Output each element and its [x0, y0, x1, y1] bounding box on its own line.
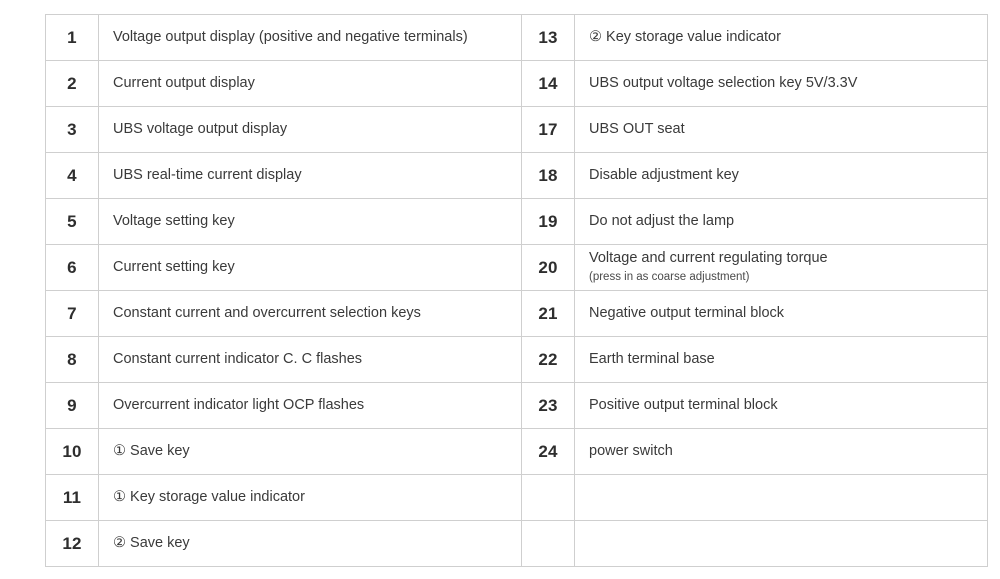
left-item-description: Overcurrent indicator light OCP flashes [99, 383, 522, 429]
table-row [46, 475, 988, 521]
left-item-description: Current setting key [99, 245, 522, 291]
right-item-description [575, 245, 988, 291]
table-row [46, 429, 988, 475]
right-item-description [575, 475, 988, 521]
right-item-number [522, 521, 575, 567]
left-item-description: Voltage setting key [99, 199, 522, 245]
right-item-description-main: Do not adjust the lamp [589, 212, 735, 229]
right-item-description [575, 429, 988, 475]
right-item-description [575, 521, 988, 567]
left-item-description: Current output display [99, 61, 522, 107]
right-item-description-main: Negative output terminal block [589, 304, 785, 321]
left-item-description: ① Key storage value indicator [99, 475, 522, 521]
left-item-number: 7 [46, 291, 99, 337]
table-row [46, 245, 988, 291]
table-row [46, 107, 988, 153]
table-row [46, 383, 988, 429]
left-item-description: ① Save key [99, 429, 522, 475]
right-item-description-main: UBS OUT seat [589, 120, 685, 137]
left-item-number: 11 [46, 475, 99, 521]
right-item-description-main: Positive output terminal block [589, 396, 778, 413]
component-legend-table [45, 14, 988, 567]
left-item-description: ② Save key [99, 521, 522, 567]
right-item-description-main: Disable adjustment key [589, 166, 739, 183]
left-item-number: 12 [46, 521, 99, 567]
left-item-number: 6 [46, 245, 99, 291]
right-item-description-main: ② Key storage value indicator [589, 28, 781, 45]
right-item-description [575, 61, 988, 107]
left-item-description: UBS real-time current display [99, 153, 522, 199]
right-item-number: 23 [522, 383, 575, 429]
right-item-number: 20 [522, 245, 575, 291]
table-row [46, 153, 988, 199]
right-item-description [575, 291, 988, 337]
right-item-description-main: UBS output voltage selection key 5V/3.3V [589, 74, 858, 91]
right-item-description-main: Voltage and current regulating torque [589, 250, 828, 267]
right-item-number [522, 475, 575, 521]
left-item-number: 4 [46, 153, 99, 199]
right-item-number: 21 [522, 291, 575, 337]
left-item-number: 3 [46, 107, 99, 153]
right-item-description [575, 337, 988, 383]
left-item-description: Constant current indicator C. C flashes [99, 337, 522, 383]
left-item-number: 2 [46, 61, 99, 107]
table-row [46, 199, 988, 245]
right-item-number: 18 [522, 153, 575, 199]
right-item-description [575, 107, 988, 153]
right-item-number: 14 [522, 61, 575, 107]
right-item-number: 22 [522, 337, 575, 383]
right-item-description-sub: (press in as coarse adjustment) [589, 271, 750, 284]
left-item-description: Constant current and overcurrent selection keys [99, 291, 522, 337]
table-row [46, 337, 988, 383]
left-item-description: UBS voltage output display [99, 107, 522, 153]
table-row [46, 291, 988, 337]
table-row [46, 61, 988, 107]
right-item-description-main: Earth terminal base [589, 350, 715, 367]
right-item-number: 19 [522, 199, 575, 245]
left-item-description: Voltage output display (positive and negative terminals) [99, 15, 522, 61]
left-item-number: 1 [46, 15, 99, 61]
right-item-description [575, 15, 988, 61]
left-item-number: 10 [46, 429, 99, 475]
right-item-description [575, 383, 988, 429]
right-item-number: 13 [522, 15, 575, 61]
table-row [46, 521, 988, 567]
table-row [46, 15, 988, 61]
left-item-number: 5 [46, 199, 99, 245]
right-item-description [575, 153, 988, 199]
left-item-number: 8 [46, 337, 99, 383]
right-item-number: 24 [522, 429, 575, 475]
right-item-number: 17 [522, 107, 575, 153]
right-item-description-main: power switch [589, 442, 673, 459]
right-item-description [575, 199, 988, 245]
left-item-number: 9 [46, 383, 99, 429]
